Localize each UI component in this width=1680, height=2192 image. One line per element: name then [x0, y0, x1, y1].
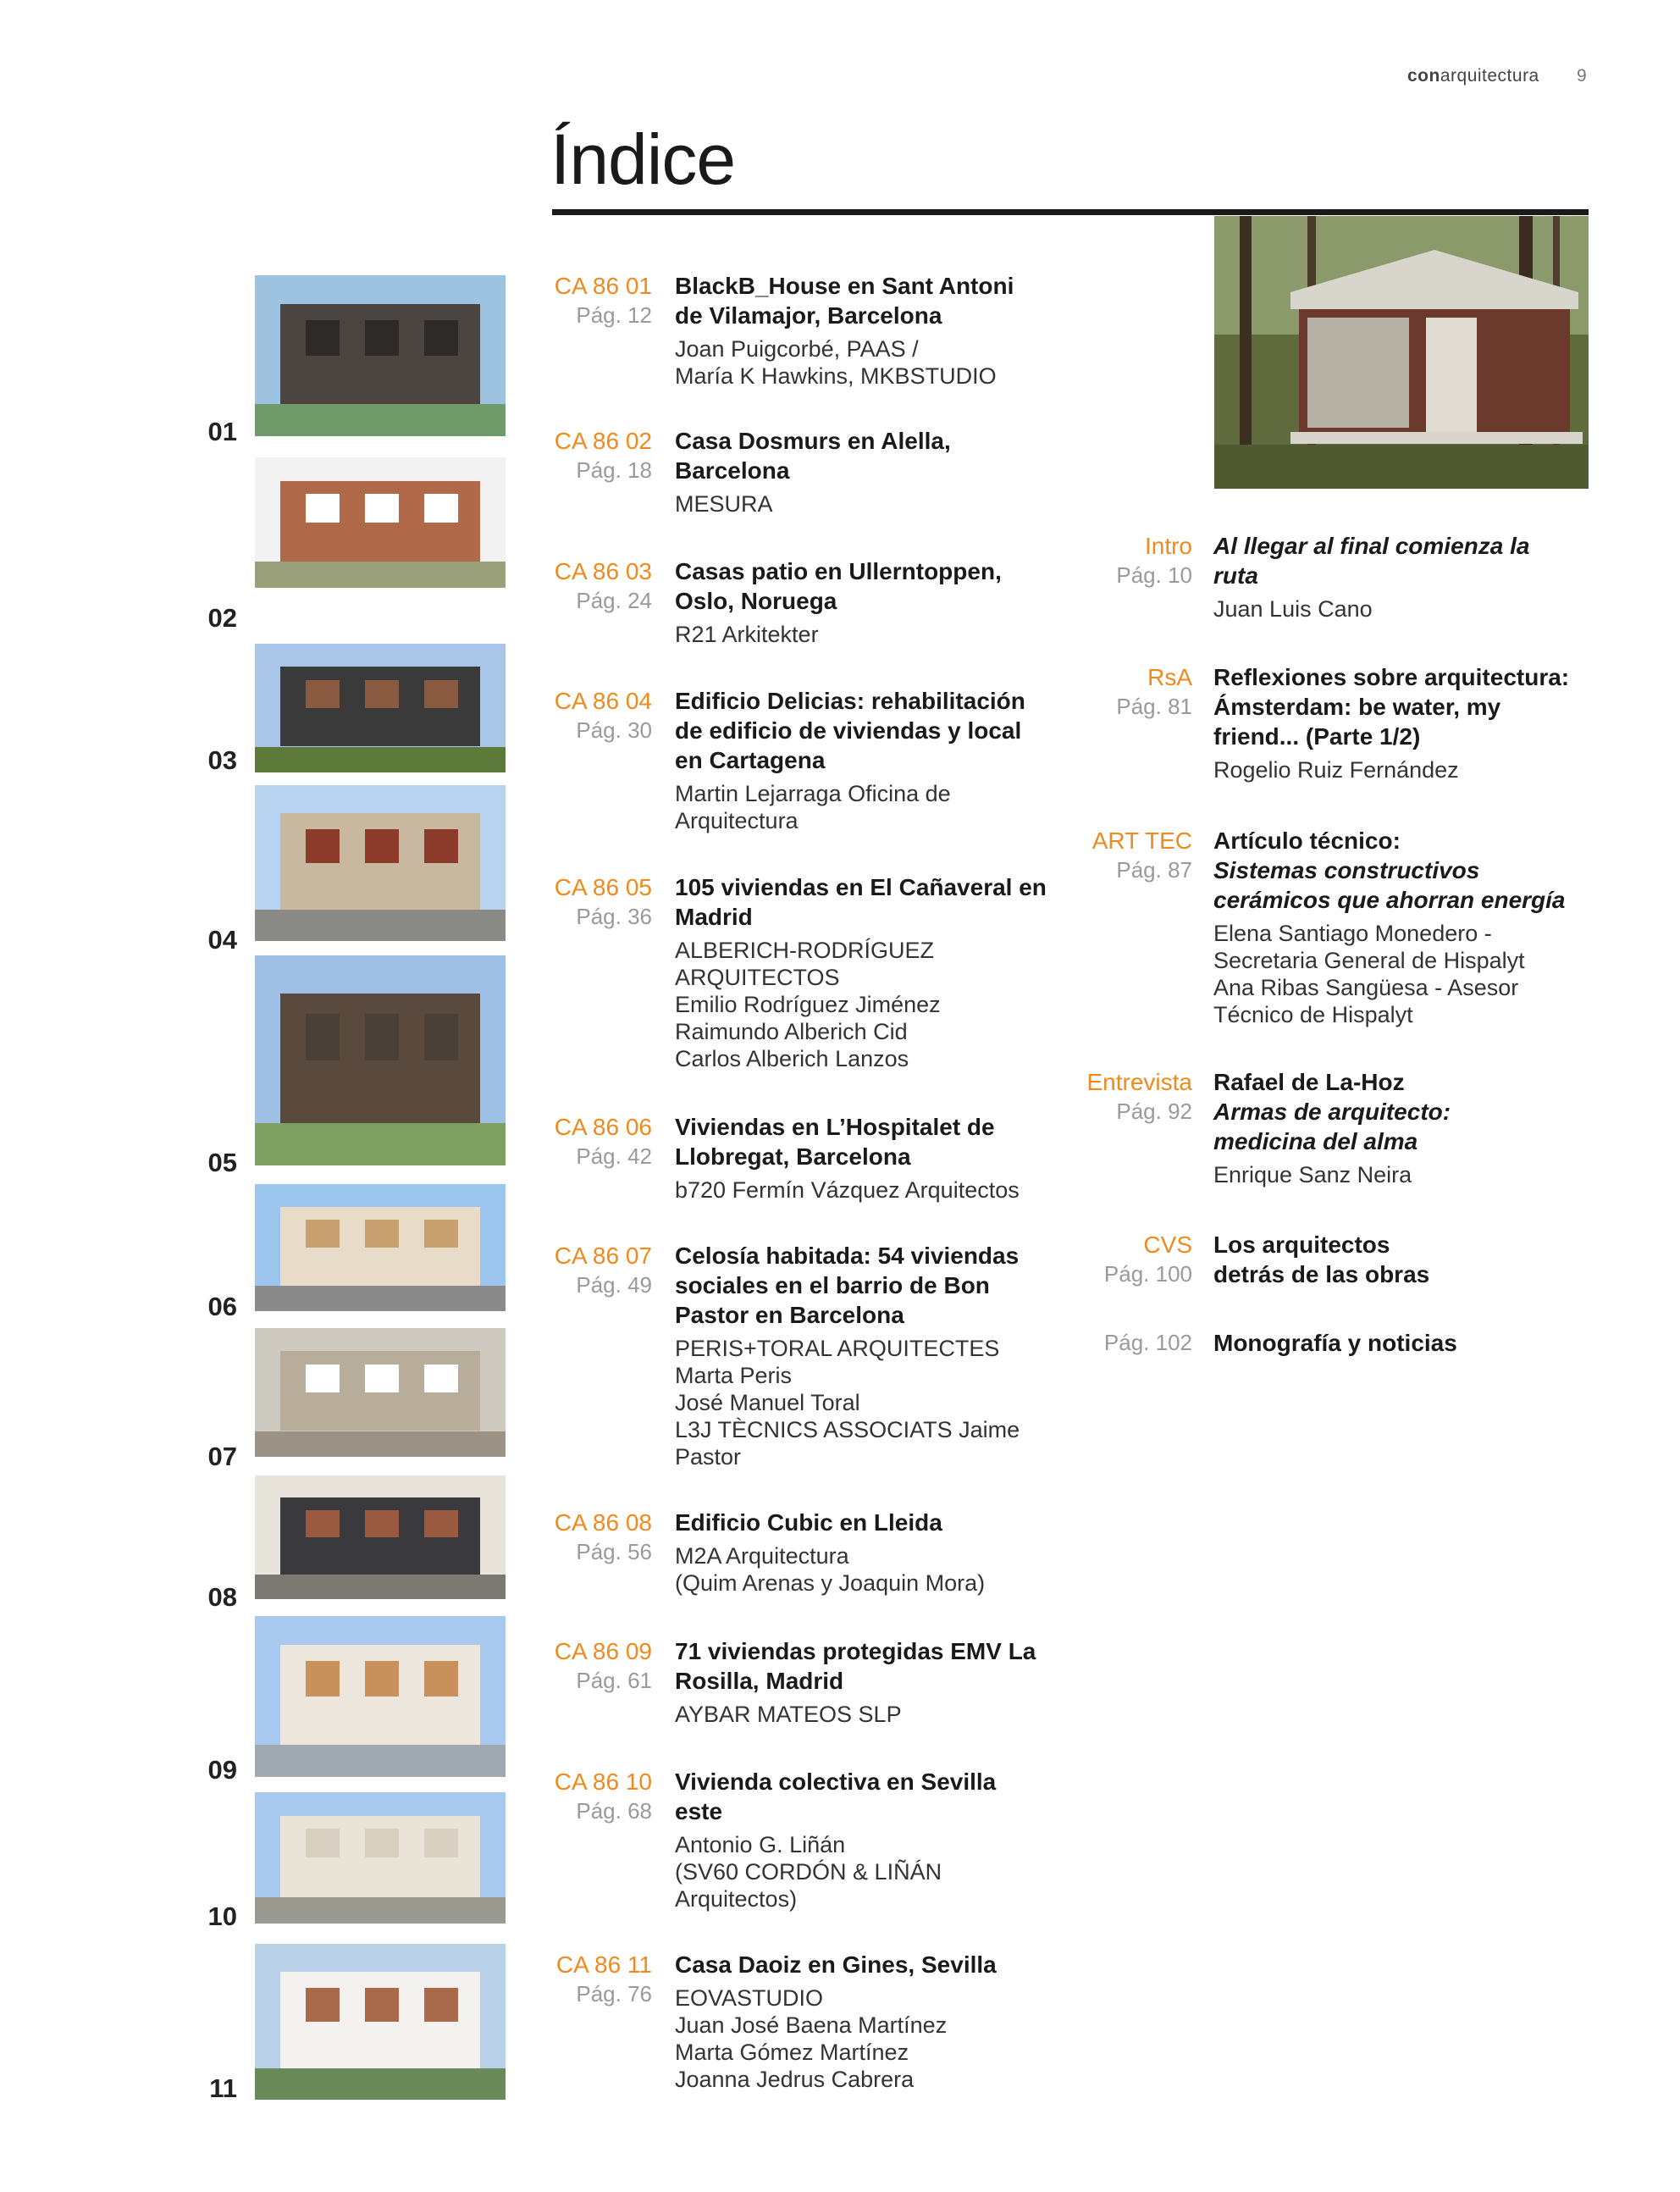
project-thumbnail-03[interactable]	[255, 644, 506, 772]
entry-page: Pág. 12	[576, 302, 652, 328]
entry-author: Emilio Rodríguez Jiménez	[675, 992, 941, 1017]
entry-author: ALBERICH-RODRÍGUEZ	[675, 938, 935, 963]
entry-page: Pág. 49	[576, 1272, 652, 1298]
thumbnail-number: 09	[207, 1755, 237, 1785]
entry-title-line: Ámsterdam: be water, my	[1213, 694, 1501, 720]
entry-title-line: Sistemas constructivos	[1213, 857, 1480, 883]
entry-title-line: ruta	[1213, 562, 1258, 589]
entry-page: Pág. 68	[576, 1798, 652, 1824]
entry-page: Pág. 10	[1116, 562, 1192, 588]
magazine-brand	[1407, 66, 1539, 86]
project-thumbnail-02[interactable]	[255, 457, 506, 588]
entry-author: Antonio G. Liñán	[675, 1832, 846, 1857]
entry-author: PERIS+TORAL ARQUITECTES	[675, 1336, 1000, 1361]
project-thumbnail-11[interactable]	[255, 1944, 506, 2100]
entry-author: Secretaria General de Hispalyt	[1213, 948, 1525, 973]
project-thumbnail-07[interactable]	[255, 1328, 506, 1457]
entry-title: Edificio Delicias: rehabilitación de edificio de viviendas y local en Cartagena	[675, 688, 1025, 773]
entry-author: Técnico de Hispalyt	[1213, 1002, 1413, 1027]
entry-page: Pág. 36	[576, 904, 652, 929]
entry-page: Pág. 56	[576, 1539, 652, 1564]
entry-code: Entrevista	[1086, 1069, 1192, 1095]
entry-page: Pág. 87	[1116, 857, 1192, 883]
entry-page: Pág. 24	[576, 588, 652, 613]
entry-author: Enrique Sanz Neira	[1213, 1162, 1412, 1187]
entry-author: b720 Fermín Vázquez Arquitectos	[675, 1177, 1020, 1203]
hero-photo-cabin	[1214, 216, 1589, 489]
thumbnail-number: 10	[207, 1901, 237, 1931]
entry-title: 105 viviendas en El Cañaveral en Madrid	[675, 874, 1047, 930]
entry-title: Edificio Cubic en Lleida	[675, 1509, 942, 1536]
entry-author: L3J TÈCNICS ASSOCIATS Jaime	[675, 1417, 1020, 1442]
entry-author: María K Hawkins, MKBSTUDIO	[675, 363, 997, 389]
project-thumbnail-01[interactable]	[255, 275, 506, 436]
thumbnail-number: 04	[207, 925, 237, 955]
entry-author: Arquitectos)	[675, 1886, 798, 1912]
entry-page: Pág. 100	[1103, 1261, 1192, 1287]
page-number: 9	[1577, 66, 1587, 86]
project-thumbnail-09[interactable]	[255, 1616, 506, 1777]
thumbnail-number: 02	[207, 603, 237, 633]
entry-title: Celosía habitada: 54 viviendas sociales en el barrio de Bon Pastor en Barcelona	[675, 1243, 1020, 1328]
entry-author: M2A Arquitectura	[675, 1543, 849, 1569]
thumbnail-number: 01	[207, 417, 237, 446]
entry-code: CA 86 07	[554, 1243, 652, 1269]
entry-title-line: Monografía y noticias	[1213, 1330, 1457, 1356]
entry-author: Joan Puigcorbé, PAAS /	[675, 336, 919, 362]
entry-code: CA 86 05	[554, 874, 652, 900]
brand-bold: con	[1407, 66, 1440, 86]
entry-author: Raimundo Alberich Cid	[675, 1019, 908, 1044]
entry-author: Martin Lejarraga Oficina de	[675, 781, 951, 806]
entry-code: CA 86 02	[554, 428, 652, 454]
entry-author: (Quim Arenas y Joaquin Mora)	[675, 1570, 986, 1596]
entry-title-line: cerámicos que ahorran energía	[1213, 887, 1566, 913]
entry-code: CA 86 01	[554, 273, 652, 299]
entry-author: R21 Arkitekter	[675, 622, 819, 647]
entry-title-line: medicina del alma	[1213, 1128, 1418, 1154]
entry-title-line: Armas de arquitecto:	[1213, 1099, 1451, 1125]
entry-author: MESURA	[675, 491, 773, 517]
project-thumbnail-05[interactable]	[255, 955, 506, 1165]
page-title: Índice	[550, 119, 736, 199]
entry-page: Pág. 61	[576, 1668, 652, 1693]
thumbnail-number: 11	[209, 2073, 237, 2103]
entry-title-line: Reflexiones sobre arquitectura:	[1213, 664, 1570, 690]
entry-code: CA 86 08	[554, 1509, 652, 1536]
entry-page: Pág. 18	[576, 457, 652, 483]
entry-author: Carlos Alberich Lanzos	[675, 1046, 909, 1071]
entry-code: CA 86 09	[554, 1638, 652, 1664]
project-thumbnail-04[interactable]	[255, 785, 506, 941]
entry-author: Elena Santiago Monedero -	[1213, 921, 1492, 946]
entry-author: Juan José Baena Martínez	[675, 2012, 948, 2038]
entry-code: CVS	[1143, 1232, 1192, 1258]
entry-author: EOVASTUDIO	[675, 1985, 824, 2011]
entry-title-line: Los arquitectos	[1213, 1232, 1390, 1258]
thumbnail-number: 07	[207, 1442, 237, 1471]
brand-rest: arquitectura	[1440, 66, 1539, 86]
entry-code: CA 86 06	[554, 1114, 652, 1140]
entry-title: BlackB_House en Sant Antoni de Vilamajor, Barcelona	[675, 273, 1014, 329]
entry-title: Casas patio en Ullerntoppen, Oslo, Noruega	[675, 558, 1002, 614]
entry-code: CA 86 11	[555, 1951, 652, 1978]
entry-page: Pág. 102	[1103, 1330, 1192, 1355]
project-thumbnail-08[interactable]	[255, 1475, 506, 1599]
entry-page: Pág. 30	[576, 717, 652, 743]
entry-page: Pág. 81	[1116, 694, 1192, 719]
entry-title: Vivienda colectiva en Sevilla este	[675, 1769, 997, 1824]
entry-author: Arquitectura	[675, 808, 799, 833]
entry-code: RsA	[1147, 664, 1192, 690]
entry-title-line: Al llegar al final comienza la	[1213, 533, 1530, 559]
entry-title-line: Rafael de La-Hoz	[1213, 1069, 1405, 1095]
project-thumbnail-10[interactable]	[255, 1792, 506, 1924]
entry-title: Casa Daoiz en Gines, Sevilla	[675, 1951, 997, 1978]
title-rule	[552, 209, 1589, 215]
entry-page: Pág. 92	[1116, 1099, 1192, 1124]
entry-title: Casa Dosmurs en Alella, Barcelona	[675, 428, 951, 484]
entry-author: Pastor	[675, 1444, 742, 1470]
entry-author: (SV60 CORDÓN & LIÑÁN	[675, 1859, 942, 1885]
entry-code: CA 86 03	[554, 558, 652, 584]
entry-code: CA 86 04	[554, 688, 652, 714]
entry-code: CA 86 10	[554, 1769, 652, 1795]
entry-author: José Manuel Toral	[675, 1390, 860, 1415]
entry-title-line: Artículo técnico:	[1213, 828, 1401, 854]
entry-title-line: detrás de las obras	[1213, 1261, 1430, 1287]
thumbnail-number: 05	[207, 1148, 237, 1177]
entry-page: Pág. 76	[576, 1981, 652, 2007]
entry-author: Rogelio Ruiz Fernández	[1213, 757, 1459, 783]
entry-code: ART TEC	[1091, 828, 1192, 854]
thumbnail-number: 06	[207, 1292, 237, 1321]
entry-title: Viviendas en L’Hospitalet de Llobregat, Barcelona	[675, 1114, 995, 1170]
entry-author: Joanna Jedrus Cabrera	[675, 2067, 915, 2092]
entry-author: Ana Ribas Sangüesa - Asesor	[1213, 975, 1519, 1000]
entry-page: Pág. 42	[576, 1143, 652, 1169]
entry-author: ARQUITECTOS	[675, 965, 840, 990]
project-thumbnail-06[interactable]	[255, 1184, 506, 1311]
entry-author: Juan Luis Cano	[1213, 596, 1373, 622]
entry-title: 71 viviendas protegidas EMV La Rosilla, Madrid	[675, 1638, 1036, 1694]
thumbnail-number: 08	[207, 1582, 237, 1612]
entry-author: Marta Gómez Martínez	[675, 2040, 909, 2065]
entry-author: AYBAR MATEOS SLP	[675, 1702, 902, 1727]
entry-title-line: friend... (Parte 1/2)	[1213, 723, 1421, 750]
entry-author: Marta Peris	[675, 1363, 793, 1388]
thumbnail-number: 03	[207, 745, 237, 775]
entry-code: Intro	[1144, 533, 1192, 559]
